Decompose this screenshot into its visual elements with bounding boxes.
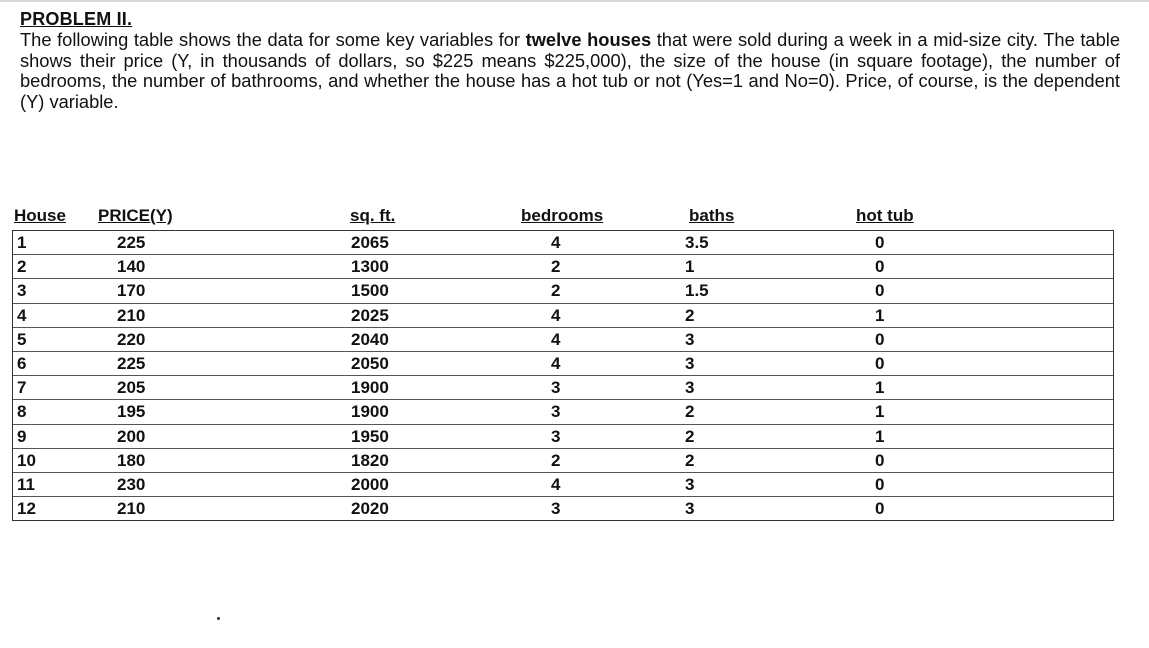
cell-sqft: 2050 xyxy=(351,353,389,373)
table-row xyxy=(13,255,1113,279)
cell-house: 4 xyxy=(17,305,27,325)
cell-bedrooms: 2 xyxy=(551,281,561,301)
cell-hot-tub: 1 xyxy=(875,305,885,325)
cell-price: 220 xyxy=(117,329,146,349)
cell-house: 6 xyxy=(17,353,27,373)
cell-house: 3 xyxy=(17,281,27,301)
header-bedrooms: bedrooms xyxy=(521,206,604,225)
header-house: House xyxy=(14,206,66,225)
cell-house: 7 xyxy=(17,378,27,398)
cell-price: 195 xyxy=(117,402,146,422)
cell-baths: 3 xyxy=(685,329,695,349)
header-sqft: sq. ft. xyxy=(350,206,396,225)
cell-bedrooms: 2 xyxy=(551,257,561,277)
cell-house: 2 xyxy=(17,257,27,277)
cell-bedrooms: 3 xyxy=(551,378,561,398)
table-row xyxy=(13,400,1113,424)
cell-price: 225 xyxy=(117,353,146,373)
description-text-1: The following table shows the data for some key variables for xyxy=(20,29,526,50)
cell-hot-tub: 0 xyxy=(875,474,885,494)
cell-bedrooms: 4 xyxy=(551,329,561,349)
cell-house: 8 xyxy=(17,402,27,422)
cell-baths: 3 xyxy=(685,499,695,519)
cell-bedrooms: 3 xyxy=(551,499,561,519)
cell-sqft: 2040 xyxy=(351,329,389,349)
cell-price: 210 xyxy=(117,499,146,519)
cell-hot-tub: 0 xyxy=(875,257,885,277)
cell-baths: 2 xyxy=(685,402,695,422)
description-bold: twelve houses xyxy=(525,29,652,50)
header-baths: baths xyxy=(689,206,735,225)
cell-baths: 1 xyxy=(685,257,695,277)
cell-price: 170 xyxy=(117,281,146,301)
table-row xyxy=(13,328,1113,352)
cell-sqft: 1950 xyxy=(351,426,389,446)
problem-section xyxy=(20,8,1120,112)
cell-hot-tub: 0 xyxy=(875,353,885,373)
cell-bedrooms: 4 xyxy=(551,305,561,325)
cell-hot-tub: 0 xyxy=(875,233,885,252)
table-body xyxy=(12,230,1114,521)
cell-hot-tub: 0 xyxy=(875,499,885,519)
table-row xyxy=(13,497,1113,520)
cell-bedrooms: 3 xyxy=(551,426,561,446)
cell-price: 210 xyxy=(117,305,146,325)
houses-table xyxy=(12,204,1114,521)
cell-bedrooms: 3 xyxy=(551,402,561,422)
cell-price: 205 xyxy=(117,378,146,398)
top-rule xyxy=(0,0,1149,2)
stray-dot xyxy=(217,617,220,620)
cell-baths: 3 xyxy=(685,474,695,494)
cell-price: 225 xyxy=(117,233,146,252)
cell-price: 140 xyxy=(117,257,146,277)
table-header xyxy=(12,204,1114,230)
cell-hot-tub: 1 xyxy=(875,402,885,422)
cell-house: 1 xyxy=(17,233,27,252)
description-text-2: that were sold during a week in a mid-size city. The table shows their price (Y, in thousands of dollars, so $225 means $225,000), the size of the house (in square footage), the number of bedrooms, the number of bathrooms, and whether the house has a hot tub or not (Yes=1 and No=0). Price, of course, is the dependent (Y) variable. xyxy=(20,29,1120,112)
header-price: PRICE(Y) xyxy=(98,206,173,225)
cell-sqft: 2025 xyxy=(351,305,389,325)
cell-price: 200 xyxy=(117,426,146,446)
cell-house: 5 xyxy=(17,329,27,349)
cell-baths: 3.5 xyxy=(685,233,709,252)
table-row xyxy=(13,352,1113,376)
cell-sqft: 1500 xyxy=(351,281,389,301)
cell-house: 11 xyxy=(17,474,35,494)
cell-baths: 3 xyxy=(685,378,695,398)
header-hot-tub: hot tub xyxy=(856,206,914,225)
cell-bedrooms: 4 xyxy=(551,233,561,252)
table-row xyxy=(13,376,1113,400)
cell-sqft: 1300 xyxy=(351,257,389,277)
cell-sqft: 2065 xyxy=(351,233,389,252)
cell-baths: 1.5 xyxy=(685,281,709,301)
cell-sqft: 1820 xyxy=(351,450,389,470)
cell-house: 12 xyxy=(17,499,36,519)
cell-hot-tub: 0 xyxy=(875,329,885,349)
cell-sqft: 2020 xyxy=(351,499,389,519)
cell-baths: 3 xyxy=(685,353,695,373)
cell-baths: 2 xyxy=(685,450,695,470)
problem-title: PROBLEM II. xyxy=(20,9,133,29)
problem-description xyxy=(20,30,1120,112)
cell-price: 230 xyxy=(117,474,146,494)
cell-bedrooms: 4 xyxy=(551,474,561,494)
table-row xyxy=(13,449,1113,473)
cell-baths: 2 xyxy=(685,426,695,446)
cell-hot-tub: 0 xyxy=(875,281,885,301)
cell-house: 10 xyxy=(17,450,36,470)
cell-baths: 2 xyxy=(685,305,695,325)
cell-hot-tub: 1 xyxy=(875,426,885,446)
cell-bedrooms: 2 xyxy=(551,450,561,470)
cell-sqft: 2000 xyxy=(351,474,389,494)
cell-sqft: 1900 xyxy=(351,378,389,398)
table-row xyxy=(13,279,1113,303)
cell-bedrooms: 4 xyxy=(551,353,561,373)
table-row xyxy=(13,425,1113,449)
cell-sqft: 1900 xyxy=(351,402,389,422)
cell-hot-tub: 0 xyxy=(875,450,885,470)
cell-hot-tub: 1 xyxy=(875,378,885,398)
cell-price: 180 xyxy=(117,450,146,470)
table-row xyxy=(13,304,1113,328)
table-row xyxy=(13,473,1113,497)
cell-house: 9 xyxy=(17,426,27,446)
table-row xyxy=(13,231,1113,255)
